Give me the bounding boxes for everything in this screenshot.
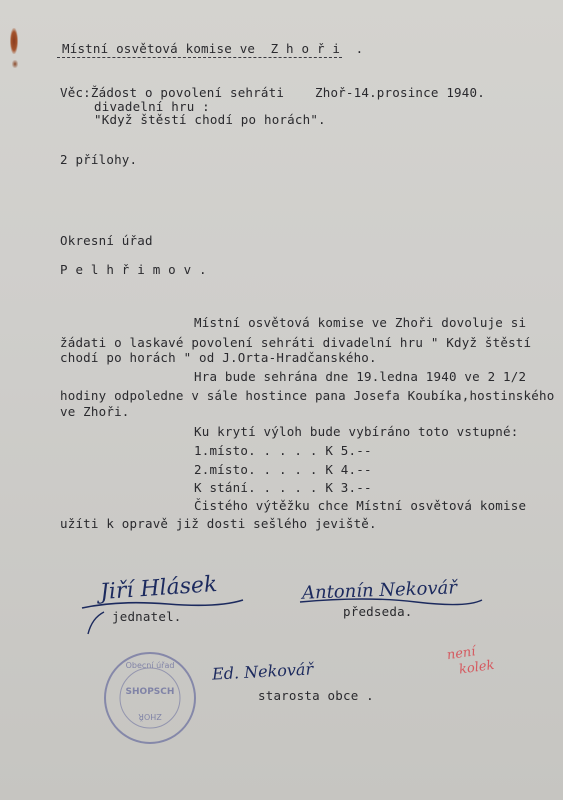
left-signature: Jiří Hlásek: [99, 571, 219, 606]
sender-heading: Místní osvětová komise ve Z h o ř i .: [62, 41, 364, 56]
red-pencil-note: [446, 642, 495, 680]
body-paragraph-4-line-1: Čistého výtěžku chce Místní osvětová komise: [194, 498, 527, 513]
body-paragraph-1-line-3: chodí po horách " od J.Orta-Hradčanského.: [60, 350, 377, 365]
bottom-signature: Ed. Nekovář: [211, 659, 314, 684]
place-date: Zhoř-14.prosince 1940.: [315, 85, 485, 100]
body-paragraph-2-line-3: ve Zhoři.: [60, 404, 130, 419]
body-paragraph-2-line-1: Hra bude sehrána dne 19.ledna 1940 ve 2 1/2: [194, 369, 527, 384]
recipient-city: P e l h ř i m o v .: [60, 262, 207, 277]
rust-mark-small: [12, 60, 18, 68]
attachments: 2 přílohy.: [60, 152, 138, 167]
recipient-office: Okresní úřad: [60, 233, 153, 248]
stamp-middle-text: SHOPSCH: [125, 687, 175, 697]
bottom-role: starosta obce .: [258, 688, 374, 703]
official-stamp: [102, 650, 198, 746]
body-paragraph-1-line-1: Místní osvětová komise ve Zhoři dovoluje si: [194, 315, 527, 330]
body-paragraph-1-line-2: žádati o laskavé povolení sehráti divadelní hru " Když štěstí: [60, 335, 532, 350]
subject-line-1: Věc:Žádost o povolení sehráti: [60, 85, 285, 100]
subject-line-2: divadelní hru :: [94, 99, 210, 114]
rust-mark: [10, 28, 18, 54]
right-role: předseda.: [343, 604, 413, 619]
right-signature: Antonín Nekovář: [301, 577, 458, 604]
body-paragraph-2-line-2: hodiny odpoledne v sále hostince pana Josefa Koubíka,hostinského: [60, 388, 555, 403]
left-role: jednatel.: [112, 609, 182, 624]
price-row: K stání. . . . . K 3.--: [194, 480, 372, 495]
price-row: 1.místo. . . . . K 5.--: [194, 443, 372, 458]
body-paragraph-3-line-1: Ku krytí výloh bude vybíráno toto vstupné:: [194, 424, 519, 439]
body-paragraph-4-line-2: užíti k opravě již dosti sešlého jeviště.: [60, 516, 377, 531]
red-note-line-1: není: [445, 644, 477, 664]
price-row: 2.místo. . . . . K 4.--: [194, 462, 372, 477]
red-note-line-2: kolek: [458, 657, 496, 678]
stamp-top-text: Obecní úřad: [125, 661, 175, 670]
heading-underline: [57, 57, 342, 58]
subject-line-3: "Když štěstí chodí po horách".: [94, 112, 326, 127]
stamp-bottom-text: ZHOŘ: [138, 712, 162, 721]
